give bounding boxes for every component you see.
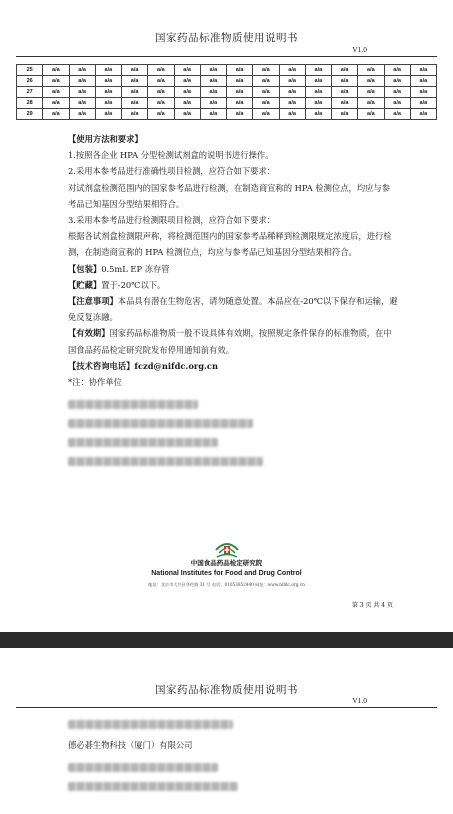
usage-item-3-detail: 根据各试剂盒检测限声称，将检测范围内的国家参考品稀释到检测限规定浓度后，进行检测，在制造商宣称的 HPA 检测位点，均应与参考品已知基因分型结果相符合。: [68, 231, 392, 258]
genotype-cell: a/a: [95, 76, 121, 87]
genotype-cell: a/a: [305, 87, 331, 98]
genotype-cell: a/a: [410, 109, 436, 120]
genotype-cell: a/a: [279, 65, 305, 76]
genotype-cell: a/a: [95, 109, 121, 120]
genotype-cell: a/a: [384, 98, 410, 109]
genotype-cell: a/a: [253, 98, 279, 109]
genotype-cell: a/a: [122, 65, 148, 76]
institute-name-cn: 中国食品药品检定研究院: [190, 559, 263, 567]
genotype-cell: a/a: [148, 98, 174, 109]
genotype-cell: a/a: [410, 76, 436, 87]
storage-label: 【贮藏】: [68, 279, 102, 290]
genotype-cell: a/a: [148, 87, 174, 98]
storage-line: [68, 277, 398, 293]
genotype-cell: a/a: [200, 65, 226, 76]
genotype-cell: a/a: [148, 65, 174, 76]
genotype-cell: a/a: [332, 76, 358, 87]
validity-line: [68, 325, 398, 357]
usage-item-2-detail: 对试剂盒检测范围内的国家参考品进行检测，在制造商宣称的 HPA 检测位点，均应与参考品已知基因分型结果相符合。: [68, 182, 391, 209]
genotype-cell: a/a: [253, 76, 279, 87]
version-label-page-2: V1.0: [352, 696, 367, 705]
sample-id-cell: 28: [17, 98, 43, 109]
genotype-cell: a/a: [384, 109, 410, 120]
header-rule: [16, 56, 437, 57]
genotype-cell: a/a: [43, 109, 69, 120]
genotype-cell: a/a: [227, 109, 253, 120]
package-text: 0.5mL EP 冻存管: [101, 263, 170, 274]
genotype-cell: a/a: [253, 65, 279, 76]
genotype-cell: a/a: [358, 87, 384, 98]
institute-address: 地址：北京市大兴区华佗路 31 号 电话：01053852440 网址：www.nifdc.org.cn: [148, 582, 305, 587]
genotype-cell: a/a: [305, 65, 331, 76]
contact-line: [68, 358, 398, 374]
redacted-unit-3: [68, 438, 218, 447]
genotype-cell: a/a: [174, 76, 200, 87]
document-page-4: [0, 648, 453, 814]
genotype-cell: a/a: [148, 109, 174, 120]
genotype-cell: a/a: [69, 109, 95, 120]
usage-heading: 【使用方法和要求】: [68, 134, 143, 144]
package-line: [68, 261, 398, 277]
genotype-cell: a/a: [95, 98, 121, 109]
genotype-cell: a/a: [200, 87, 226, 98]
usage-item-1: 1.按照各企业 HPA 分型检测试剂盒的说明书进行操作。: [68, 150, 274, 161]
genotype-cell: a/a: [410, 87, 436, 98]
storage-text: 置于-20℃以下。: [101, 279, 166, 290]
genotype-cell: a/a: [43, 65, 69, 76]
redacted-unit-7: [68, 782, 238, 791]
genotype-table: [16, 64, 437, 120]
sample-id-cell: 29: [17, 109, 43, 120]
genotype-cell: a/a: [95, 87, 121, 98]
redacted-unit-4: [68, 457, 263, 466]
redacted-unit-1: [68, 400, 198, 409]
genotype-cell: a/a: [410, 98, 436, 109]
genotype-cell: a/a: [200, 76, 226, 87]
genotype-cell: a/a: [122, 76, 148, 87]
institute-name-en: National Institutes for Food and Drug Control: [151, 570, 302, 577]
genotype-cell: a/a: [358, 65, 384, 76]
genotype-cell: a/a: [227, 65, 253, 76]
contact-email: fczd@nifdc.org.cn: [134, 360, 218, 371]
table-row: [17, 98, 437, 109]
notes-text: 本品具有潜在生物危害，请勿随意处置。本品应在-20℃以下保存和运输，避免反复冻融。: [68, 296, 398, 323]
genotype-cell: a/a: [253, 87, 279, 98]
genotype-cell: a/a: [122, 109, 148, 120]
document-title: 国家药品标准物质使用说明书: [155, 32, 298, 44]
genotype-cell: a/a: [279, 76, 305, 87]
genotype-cell: a/a: [384, 87, 410, 98]
validity-label: 【有效期】: [68, 328, 110, 339]
coop-label: *注：协作单位: [68, 377, 122, 388]
genotype-cell: a/a: [358, 76, 384, 87]
genotype-cell: a/a: [122, 87, 148, 98]
coop-unit-visible: 德必碁生物科技（厦门）有限公司: [68, 740, 193, 750]
table-row: [17, 65, 437, 76]
genotype-cell: a/a: [279, 98, 305, 109]
sample-id-cell: 25: [17, 65, 43, 76]
genotype-cell: a/a: [253, 109, 279, 120]
genotype-cell: a/a: [279, 87, 305, 98]
genotype-cell: a/a: [122, 98, 148, 109]
genotype-cell: a/a: [174, 98, 200, 109]
validity-text: 国家药品标准物质一般不设具体有效期，按照规定条件保存的标准物质，在中国食品药品检定研究院发布停用通知前有效。: [68, 328, 392, 355]
redacted-unit-5: [68, 720, 233, 729]
genotype-cell: a/a: [410, 65, 436, 76]
genotype-cell: a/a: [358, 98, 384, 109]
coop-units-continued: [68, 712, 398, 799]
instructions-body: [68, 131, 398, 474]
genotype-cell: a/a: [200, 98, 226, 109]
genotype-cell: a/a: [384, 65, 410, 76]
genotype-cell: a/a: [227, 98, 253, 109]
sample-id-cell: 27: [17, 87, 43, 98]
genotype-cell: a/a: [332, 98, 358, 109]
genotype-cell: a/a: [69, 98, 95, 109]
genotype-cell: a/a: [305, 76, 331, 87]
genotype-cell: a/a: [332, 87, 358, 98]
genotype-cell: a/a: [69, 76, 95, 87]
contact-label: 【技术咨询电话】: [68, 360, 135, 371]
genotype-cell: a/a: [43, 98, 69, 109]
usage-item-3: 3.采用本参考品进行检测限项目检测，应符合如下要求：: [68, 215, 276, 226]
page-separator: [0, 632, 453, 648]
table-row: [17, 87, 437, 98]
version-label: V1.0: [352, 45, 367, 54]
genotype-cell: a/a: [332, 65, 358, 76]
notes-line: [68, 293, 398, 325]
notes-label: 【注意事项】: [68, 296, 118, 307]
redacted-unit-6: [68, 763, 218, 772]
genotype-cell: a/a: [332, 109, 358, 120]
header-rule-page-2: [16, 707, 437, 708]
genotype-cell: a/a: [174, 109, 200, 120]
genotype-cell: a/a: [279, 109, 305, 120]
sample-id-cell: 26: [17, 76, 43, 87]
genotype-cell: a/a: [148, 76, 174, 87]
genotype-cell: a/a: [69, 87, 95, 98]
table-row: [17, 109, 437, 120]
genotype-cell: a/a: [305, 109, 331, 120]
genotype-cell: a/a: [227, 87, 253, 98]
genotype-cell: a/a: [305, 98, 331, 109]
genotype-cell: a/a: [95, 65, 121, 76]
usage-item-2: 2.采用本参考品进行准确性项目检测，应符合如下要求：: [68, 166, 276, 177]
genotype-cell: a/a: [174, 65, 200, 76]
nifdc-logo-icon: [214, 540, 240, 560]
genotype-cell: a/a: [384, 76, 410, 87]
document-title-page-2: 国家药品标准物质使用说明书: [155, 684, 298, 696]
genotype-cell: a/a: [174, 87, 200, 98]
page-number: 第 3 页 共 4 页: [351, 602, 393, 609]
table-row: [17, 76, 437, 87]
genotype-cell: a/a: [69, 65, 95, 76]
genotype-cell: a/a: [227, 76, 253, 87]
genotype-cell: a/a: [200, 109, 226, 120]
genotype-cell: a/a: [43, 76, 69, 87]
redacted-unit-2: [68, 419, 253, 428]
package-label: 【包装】: [68, 263, 102, 274]
genotype-cell: a/a: [43, 87, 69, 98]
genotype-cell: a/a: [358, 109, 384, 120]
